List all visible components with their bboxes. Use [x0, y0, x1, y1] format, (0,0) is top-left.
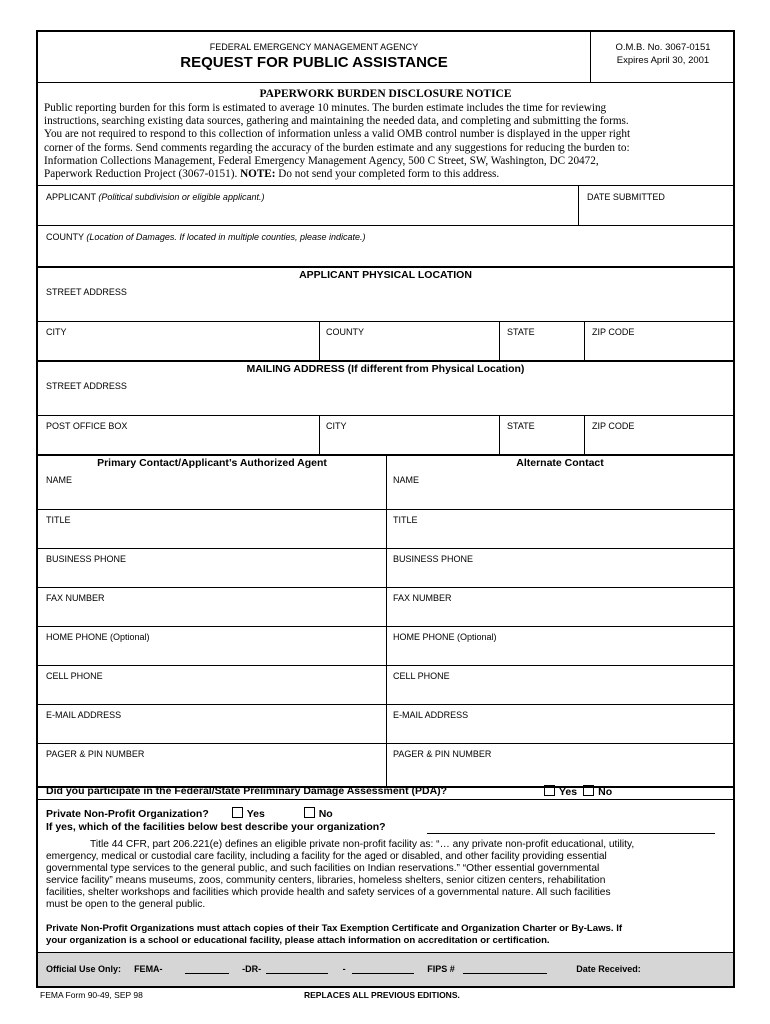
form-title: REQUEST FOR PUBLIC ASSISTANCE — [180, 54, 448, 71]
date-submitted-field[interactable] — [579, 186, 733, 225]
primary-name-field[interactable]: NAME — [46, 475, 73, 485]
primary-contact-heading: Primary Contact/Applicant’s Authorized Agent — [97, 457, 327, 469]
mailing-state-field[interactable]: STATE — [507, 421, 535, 431]
alternate-name-field[interactable]: NAME — [393, 475, 420, 485]
pnp-followup-question: If yes, which of the facilities below best describe your organization? — [46, 821, 386, 833]
burden-notice-text: Public reporting burden for this form is estimated to average 10 minutes. The burden estimate includes the time for reviewing instructions, searching existing data sources, gathering and maintaining the needed data, and completing and submitting the forms. You are not required to respond to this collection of information unless a valid OMB control number is displayed in the upper right corner of the forms. Send comments regarding the accuracy of the burden estimate and any suggestions for reducing the burden to: Information Collections Management, Federal Emergency Management Agency, 500 C Street, SW, Washington, DC 20472, Paperwork Reduction Project (3067-0151). NOTE: Do not send your completed form to this address. — [44, 102, 631, 181]
date-submitted-label: DATE SUBMITTED — [587, 192, 665, 202]
pnp-no-checkbox[interactable] — [304, 807, 315, 818]
pda-yes-checkbox[interactable] — [544, 785, 555, 796]
mailing-street-field[interactable]: STREET ADDRESS — [46, 381, 127, 391]
official-use-label: Official Use Only: — [46, 964, 122, 974]
primary-fax-field[interactable]: FAX NUMBER — [46, 593, 105, 603]
pda-yes-label: Yes — [559, 786, 578, 798]
attachment-requirement: Private Non-Profit Organizations must attach copies of their Tax Exemption Certificate and Organization Charter or By-Laws. If your organization is a school or educational facility, please attach information on accreditation or certification. — [46, 923, 623, 946]
mailing-city-field[interactable]: CITY — [326, 421, 347, 431]
alternate-title-field[interactable]: TITLE — [393, 515, 418, 525]
form-number: FEMA Form 90-49, SEP 98 — [40, 990, 143, 1000]
primary-home-phone-field[interactable]: HOME PHONE (Optional) — [46, 632, 150, 642]
alternate-fax-field[interactable]: FAX NUMBER — [393, 593, 452, 603]
po-box-field[interactable]: POST OFFICE BOX — [46, 421, 128, 431]
applicant-label: APPLICANT — [46, 192, 96, 202]
date-received-label: Date Received: — [576, 964, 641, 974]
alternate-contact-heading: Alternate Contact — [516, 457, 604, 469]
physical-zip-field[interactable]: ZIP CODE — [592, 327, 635, 337]
physical-state-field[interactable]: STATE — [507, 327, 535, 337]
alternate-pager-field[interactable]: PAGER & PIN NUMBER — [393, 749, 492, 759]
replaces-notice: REPLACES ALL PREVIOUS EDITIONS. — [304, 990, 460, 1000]
physical-county-field[interactable]: COUNTY — [326, 327, 364, 337]
pda-question: Did you participate in the Federal/State Preliminary Damage Assessment (PDA)? — [46, 785, 448, 797]
primary-pager-field[interactable]: PAGER & PIN NUMBER — [46, 749, 145, 759]
omb-expiration: Expires April 30, 2001 — [616, 55, 710, 66]
official-use-strip — [38, 952, 733, 986]
agency-name: FEDERAL EMERGENCY MANAGEMENT AGENCY — [209, 42, 419, 52]
pnp-yes-checkbox[interactable] — [232, 807, 243, 818]
mailing-zip-field[interactable]: ZIP CODE — [592, 421, 635, 431]
applicant-field[interactable]: APPLICANT (Political subdivision or eligible applicant.) — [46, 192, 265, 202]
county-field[interactable]: COUNTY (Location of Damages. If located in multiple counties, please indicate.) — [46, 232, 366, 242]
public-assistance-form — [36, 30, 735, 988]
pda-no-label: No — [598, 786, 613, 798]
primary-title-field[interactable]: TITLE — [46, 515, 71, 525]
primary-business-phone-field[interactable]: BUSINESS PHONE — [46, 554, 127, 564]
alternate-cell-phone-field[interactable]: CELL PHONE — [393, 671, 450, 681]
fema-prefix: FEMA- — [134, 964, 163, 974]
pda-no-checkbox[interactable] — [583, 785, 594, 796]
county-label: COUNTY — [46, 232, 84, 242]
pnp-yes-label: Yes — [246, 808, 265, 820]
alternate-business-phone-field[interactable]: BUSINESS PHONE — [393, 554, 474, 564]
cfr-definition-paragraph: Title 44 CFR, part 206.221(e) defines an eligible private non-profit facility as: “… any private non-profit educational, utility, emergency, medical or custodial care facility, including a facility for the aged or disabled, and other facility providing essential governmental type services to the general public, and such facilities on Indian reservations.” “Other essential governmental service facility” means museums, zoos, community centers, libraries, homeless shelters, senior citizen centers, rehabilitation facilities, shelter workshops and facilities which provide health and safety services of a governmental nature. All such facilities must be open to the general public. — [46, 839, 635, 911]
physical-location-heading: APPLICANT PHYSICAL LOCATION — [299, 269, 472, 281]
dr-number-field[interactable] — [266, 964, 328, 974]
alternate-email-field[interactable]: E-MAIL ADDRESS — [393, 710, 469, 720]
fips-number-field[interactable] — [463, 964, 547, 974]
physical-city-field[interactable]: CITY — [46, 327, 67, 337]
pnp-question: Private Non-Profit Organization? — [46, 808, 209, 820]
dr-label: -DR- — [242, 964, 262, 974]
mailing-address-heading: MAILING ADDRESS (If different from Physical Location) — [246, 363, 525, 375]
facility-type-input-line[interactable] — [427, 833, 715, 834]
primary-cell-phone-field[interactable]: CELL PHONE — [46, 671, 103, 681]
fips-label: FIPS # — [427, 964, 455, 974]
dash-label: - — [342, 964, 346, 974]
alternate-home-phone-field[interactable]: HOME PHONE (Optional) — [393, 632, 497, 642]
pnp-no-label: No — [318, 808, 333, 820]
suffix-number-field[interactable] — [352, 964, 414, 974]
omb-number: O.M.B. No. 3067-0151 — [615, 42, 711, 53]
physical-street-field[interactable]: STREET ADDRESS — [46, 287, 127, 297]
burden-notice-title: PAPERWORK BURDEN DISCLOSURE NOTICE — [259, 88, 512, 100]
fema-number-field[interactable] — [185, 964, 229, 974]
primary-email-field[interactable]: E-MAIL ADDRESS — [46, 710, 122, 720]
